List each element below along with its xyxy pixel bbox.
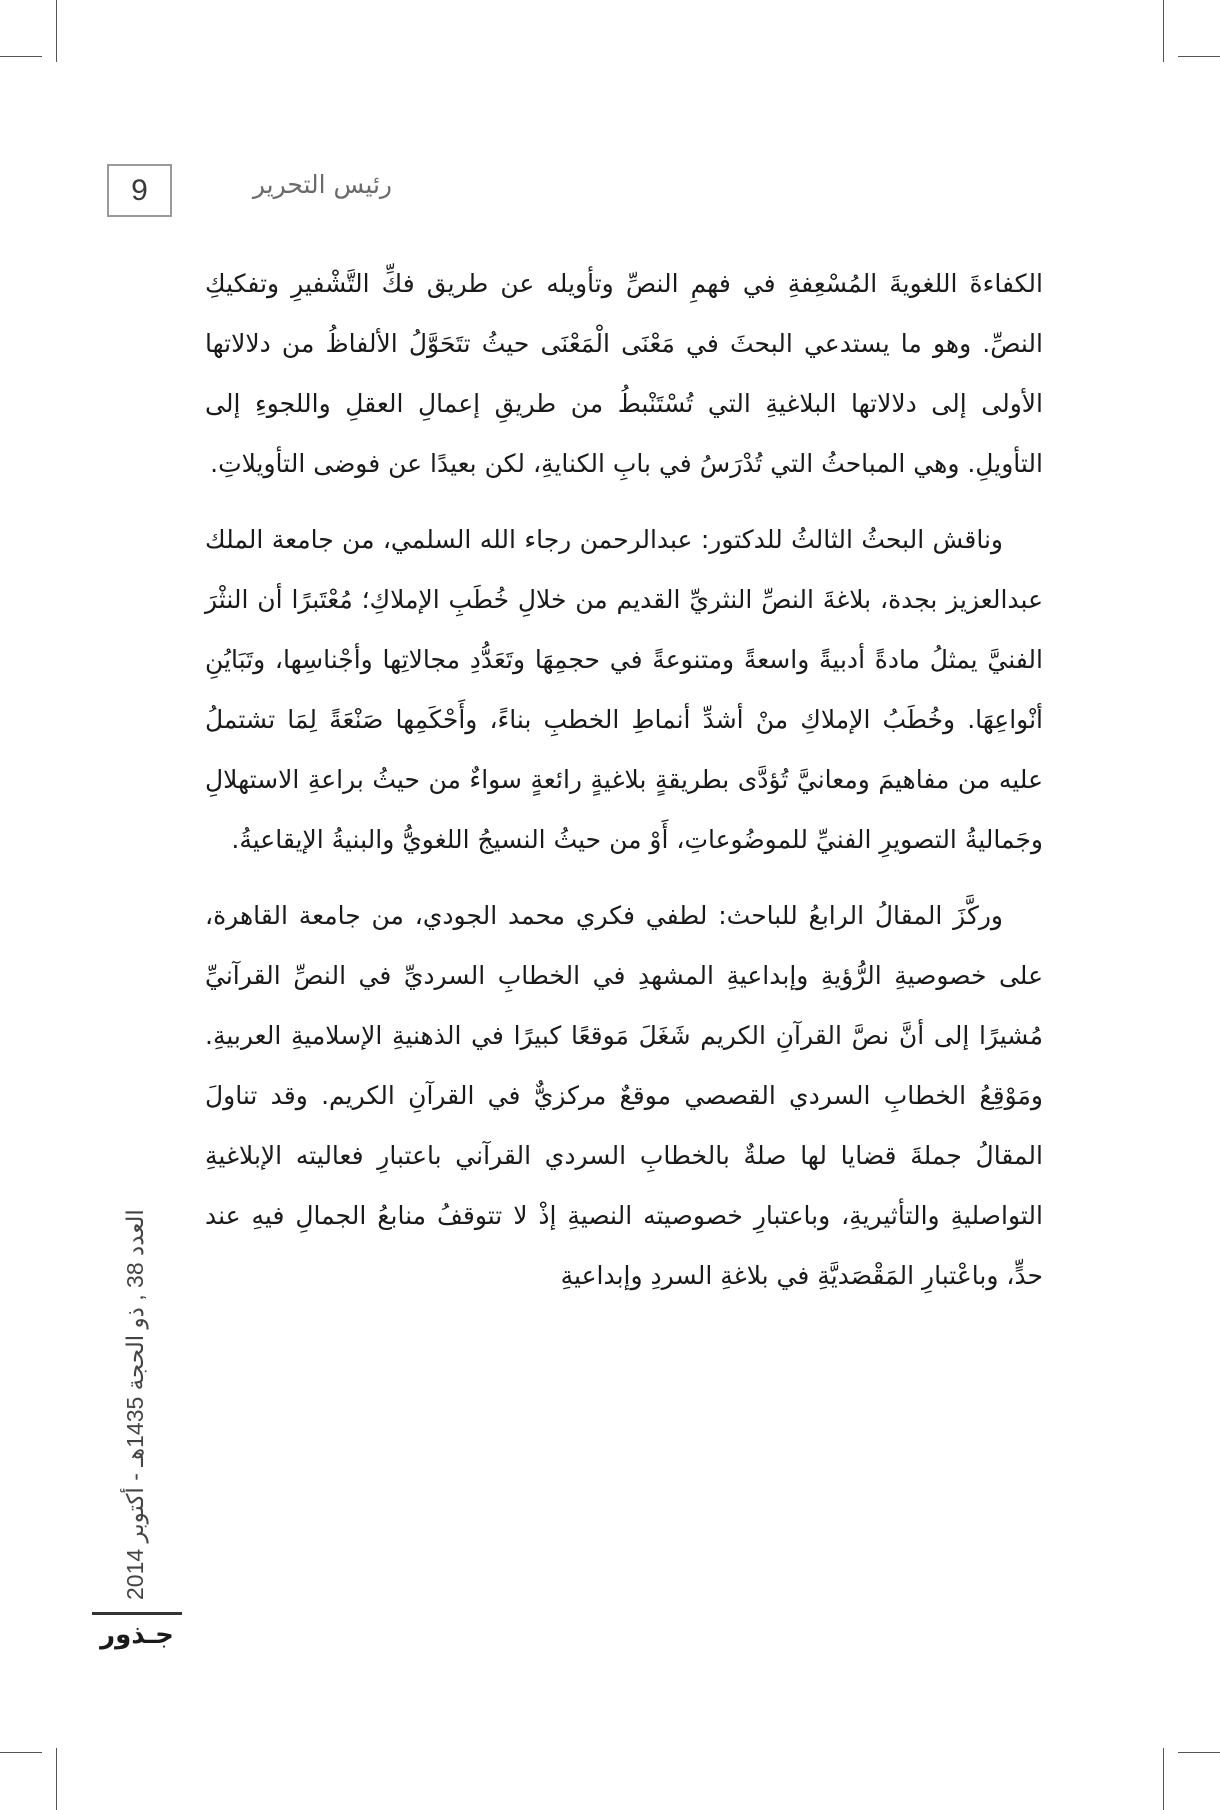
article-body	[205, 254, 1043, 1306]
running-head: رئيس التحرير	[252, 170, 392, 199]
footer-divider	[92, 1612, 182, 1615]
crop-mark-top-right	[1163, 0, 1164, 62]
paragraph-third-study: وناقش البحثُ الثالثُ للدكتور: عبدالرحمن رجاء الله السلمي، من جامعة الملك عبدالعزيز بجدة، بلاغةَ النصِّ النثريِّ القديم من خلالِ خُطَبِ الإملاكِ؛ مُعْتَبرًا أن النثْرَ الفنيَّ يمثلُ مادةً أدبيةً واسعةً ومتنوعةً في حجمِهَا وتَعَدُّدِ مجالاتِها وأجْناسِها، وتَبَايُنِ أنْواعِهَا. وخُطَبُ الإملاكِ منْ أشدِّ أنماطِ الخطبِ بناءً، وأَحْكَمِها صَنْعَةً لِمَا تشتملُ عليه من مفاهيمَ ومعانيَّ تُؤدَّى بطريقةٍ بلاغيةٍ رائعةٍ سواءٌ من حيثُ براعةِ الاستهلالِ وجَماليةُ التصويرِ الفنيِّ للموضُوعاتِ، أَوْ من حيثُ النسيجُ اللغويُّ والبنيةُ الإيقاعيةُ.	[205, 525, 1043, 854]
paragraph-continuation: الكفاءةَ اللغويةَ المُسْعِفةِ في فهمِ النصِّ وتأويله عن طريق فكِّ التَّشْفيرِ وتفكيكِ النصِّ. وهو ما يستدعي البحثَ في مَعْنَى الْمَعْنَى حيثُ تتَحَوَّلُ الألفاظُ من دلالاتها الأولى إلى دلالاتها البلاغيةِ التي تُسْتَنْبطُ من طريقِ إعمالِ العقلِ واللجوءِ إلى التأويلِ. وهي المباحثُ التي تُدْرَسُ في بابِ الكنايةِ، لكن بعيدًا عن فوضى التأويلاتِ.	[205, 269, 1043, 478]
crop-mark-bottom-left	[56, 1748, 57, 1810]
page-number: 9	[107, 164, 172, 217]
crop-mark-bottom-left-horizontal	[0, 1752, 42, 1753]
paragraph-fourth-article: وركَّزَ المقالُ الرابعُ للباحث: لطفي فكري محمد الجودي، من جامعة القاهرة، على خصوصيةِ الرُّؤيةِ وإبداعيةِ المشهدِ في الخطابِ السرديِّ في النصِّ القرآنيِّ مُشيرًا إلى أنَّ نصَّ القرآنِ الكريم شَغَلَ مَوقعًا كبيرًا في الذهنيةِ الإسلاميةِ العربيةِ. ومَوْقِعُ الخطابِ السردي القصصي موقعٌ مركزيٌّ في القرآنِ الكريم. وقد تناولَ المقالُ جملةَ قضايا لها صلةٌ بالخطابِ السردي القرآني باعتبارِ فعاليته الإبلاغيةِ التواصليةِ والتأثيريةِ، وباعتبارِ خصوصيته النصيةِ إذْ لا تتوقفُ منابعُ الجمالِ فيهِ عند حدٍّ، وباعْتبارِ المَقْصَديَّةِ في بلاغةِ السردِ وإبداعيةِ	[205, 901, 1043, 1290]
crop-mark-bottom-right	[1163, 1748, 1164, 1810]
crop-mark-top-right-horizontal	[1178, 56, 1220, 57]
crop-mark-top-left-horizontal	[0, 56, 42, 57]
crop-mark-bottom-right-horizontal	[1178, 1752, 1220, 1753]
side-footer	[122, 1125, 162, 1600]
crop-mark-top-left	[56, 0, 57, 62]
issue-line: العدد 38 , ذو الحجة 1435هـ - أكتوبر 2014	[122, 1209, 148, 1600]
journal-logo: جـذور	[100, 1620, 174, 1650]
